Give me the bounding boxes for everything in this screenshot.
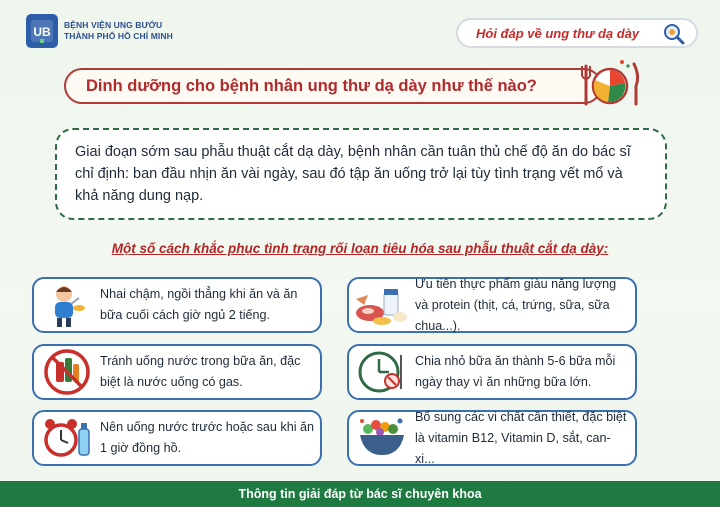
svg-text:UB: UB — [33, 25, 51, 39]
tips-heading-text: Một số cách khắc phục tình trạng rối loạn tiêu hóa sau phẫu thuật cắt dạ dày: — [111, 241, 609, 256]
tip-text: Chia nhỏ bữa ăn thành 5-6 bữa mỗi ngày thay vì ăn những bữa lớn. — [415, 354, 616, 389]
tip-card — [347, 277, 637, 333]
tip-text: Bổ sung các vi chất cần thiết, đặc biệt là vitamin B12, Vitamin D, sắt, can-xi... — [415, 409, 627, 466]
protein-food-icon — [353, 280, 411, 330]
footer-text: Thông tin giải đáp từ bác sĩ chuyên khoa — [238, 487, 482, 501]
meal-clock-icon — [353, 347, 411, 397]
plate-cutlery-icon — [578, 56, 644, 108]
tip-text: Ưu tiên thực phẩm giàu năng lượng và protein (thịt, cá, trứng, sữa, sữa chua...). — [415, 276, 617, 333]
question-banner — [64, 68, 602, 104]
intro-text: Giai đoạn sớm sau phẫu thuật cắt dạ dày, bệnh nhân cần tuân thủ chế độ ăn do bác sĩ chỉ định: ban đầu nhịn ăn vài ngày, sau đó tập ăn uống trở lại tùy tình trạng vết mổ và khả năng dung nạp. — [75, 144, 631, 204]
hospital-name-line2: THÀNH PHỐ HỒ CHÍ MINH — [64, 31, 173, 41]
tip-text: Tránh uống nước trong bữa ăn, đặc biệt là nước uống có gas. — [100, 354, 301, 389]
topic-label: Hỏi đáp về ung thư dạ dày — [476, 25, 640, 41]
no-soda-icon — [38, 347, 96, 397]
tip-card — [32, 277, 322, 333]
tips-heading — [0, 240, 720, 258]
hospital-name-line1: BỆNH VIỆN UNG BƯỚU — [64, 20, 163, 30]
tip-card — [347, 344, 637, 400]
tip-card — [32, 410, 322, 466]
topic-pill — [456, 18, 698, 48]
tip-card — [347, 410, 637, 466]
question-title: Dinh dưỡng cho bệnh nhân ung thư dạ dày như thế nào? — [86, 76, 537, 95]
person-eating-icon — [38, 280, 96, 330]
alarm-clock-water-icon — [38, 413, 96, 463]
intro-box — [55, 128, 667, 220]
magnifier-icon — [662, 23, 686, 45]
tip-card — [32, 344, 322, 400]
salad-bowl-icon — [353, 413, 411, 463]
hospital-logo-icon — [26, 14, 58, 48]
tip-text: Nhai chậm, ngồi thẳng khi ăn và ăn bữa cuối cách giờ ngủ 2 tiếng. — [100, 287, 298, 322]
tip-text: Nên uống nước trước hoặc sau khi ăn 1 giờ đồng hồ. — [100, 420, 315, 455]
hospital-logo — [26, 14, 173, 48]
footer-bar — [0, 481, 720, 507]
